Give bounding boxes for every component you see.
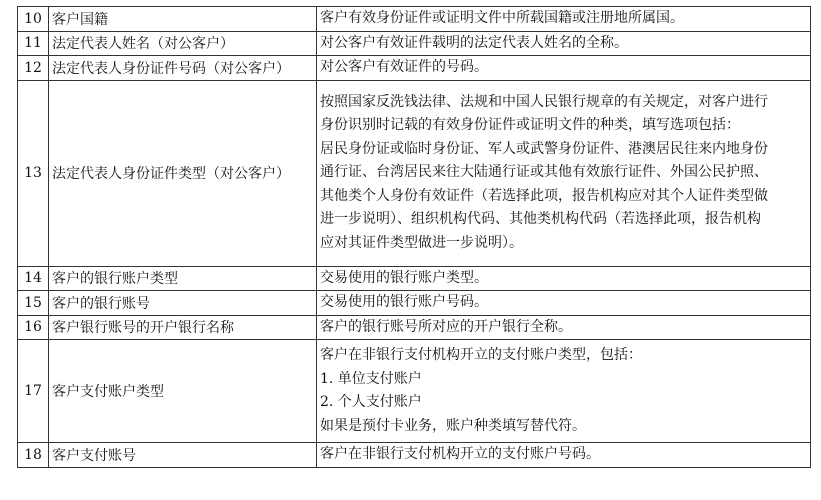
description-line: 如果是预付卡业务，账户种类填写替代符。 <box>320 417 586 434</box>
description-line: 通行证、台湾居民来往大陆通行证或其他有效旅行证件、外国公民护照、 <box>320 164 768 181</box>
table-row <box>18 291 811 316</box>
field-description <box>317 291 811 316</box>
field-name: 客户的银行账户类型 <box>49 266 317 291</box>
field-description <box>317 7 811 32</box>
row-number: 14 <box>18 266 49 291</box>
table-body <box>18 7 811 468</box>
description-line: 1. 单位支付账户 <box>320 370 422 387</box>
description-line: 应对其证件类型做进一步说明）。 <box>320 234 523 251</box>
description-line: 身份识别时记载的有效身份证件或证明文件的种类，填写选项包括： <box>320 117 740 134</box>
row-number: 18 <box>18 443 49 468</box>
description-line: 居民身份证或临时身份证、军人或武警身份证件、港澳居民往来内地身份 <box>320 140 768 157</box>
field-name: 客户支付账户类型 <box>49 340 317 443</box>
description-line: 客户在非银行支付机构开立的支付账户号码。 <box>320 446 600 463</box>
table-row <box>18 443 811 468</box>
field-description <box>317 443 811 468</box>
row-number: 16 <box>18 315 49 340</box>
description-line: 对公客户有效证件的号码。 <box>320 59 488 75</box>
table-row <box>18 31 811 56</box>
field-description <box>317 56 811 81</box>
description-line: 按照国家反洗钱法律、法规和中国人民银行规章的有关规定，对客户进行 <box>320 93 768 110</box>
row-number: 11 <box>18 31 49 56</box>
row-number: 12 <box>18 56 49 81</box>
field-definition-table <box>17 6 811 468</box>
row-number: 15 <box>18 291 49 316</box>
row-number: 13 <box>18 80 49 266</box>
field-name: 客户银行账号的开户银行名称 <box>49 315 317 340</box>
description-line: 客户有效身份证件或证明文件中所载国籍或注册地所属国。 <box>320 10 684 26</box>
table-row <box>18 315 811 340</box>
description-line: 客户的银行账号所对应的开户银行全称。 <box>320 318 572 335</box>
description-line: 其他类个人身份有效证件（若选择此项，报告机构应对其个人证件类型做 <box>320 187 768 204</box>
table-row <box>18 56 811 81</box>
table-row <box>18 80 811 266</box>
description-line: 进一步说明）、组织机构代码、其他类机构代码（若选择此项，报告机构 <box>320 211 761 228</box>
table-row <box>18 266 811 291</box>
field-name: 客户国籍 <box>49 7 317 32</box>
field-name: 法定代表人姓名（对公客户） <box>49 31 317 56</box>
field-description <box>317 80 811 266</box>
field-name: 客户的银行账号 <box>49 291 317 316</box>
description-line: 交易使用的银行账户类型。 <box>320 269 488 286</box>
table-row <box>18 7 811 32</box>
row-number: 10 <box>18 7 49 32</box>
description-line: 对公客户有效证件载明的法定代表人姓名的全称。 <box>320 34 628 51</box>
description-line: 2. 个人支付账户 <box>320 394 422 410</box>
field-description <box>317 31 811 56</box>
row-number: 17 <box>18 340 49 443</box>
field-description <box>317 266 811 291</box>
table-row <box>18 340 811 443</box>
field-name: 法定代表人身份证件号码（对公客户） <box>49 56 317 81</box>
description-line: 客户在非银行支付机构开立的支付账户类型，包括： <box>320 347 642 363</box>
field-description <box>317 315 811 340</box>
field-description <box>317 340 811 443</box>
field-name: 法定代表人身份证件类型（对公客户） <box>49 80 317 266</box>
description-line: 交易使用的银行账户号码。 <box>320 294 488 310</box>
field-name: 客户支付账号 <box>49 443 317 468</box>
